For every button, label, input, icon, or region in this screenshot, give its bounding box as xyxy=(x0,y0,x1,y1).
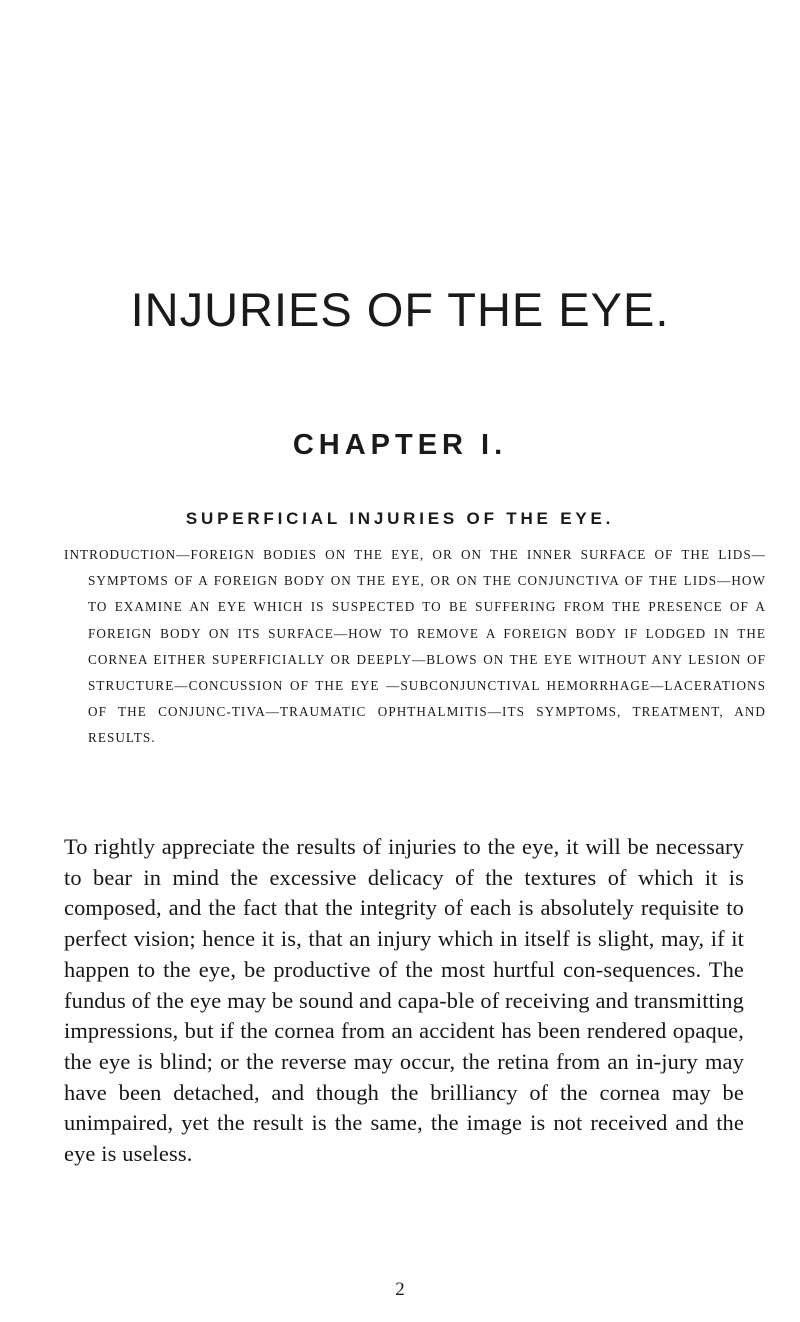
book-title: INJURIES OF THE EYE. xyxy=(130,283,670,336)
chapter-title: SUPERFICIAL INJURIES OF THE EYE. xyxy=(185,509,615,528)
body-paragraph: To rightly appreciate the results of injuries to the eye, it will be necessary to bear in mind the excessive delicacy of the textures of which it is composed, and the fact that the integrity of each is absolutely requisite to perfect vision; hence it is, that an injury which in itself is slight, may, if it happen to the eye, be productive of the most hurtful con-sequences. The fundus of the eye may be sound and capa-ble of receiving and transmitting impressions, but if the cornea from an accident has been rendered opaque, the eye is blind; or the reverse may occur, the retina from an in-jury may have been detached, and though the brilliancy of the cornea may be unimpaired, yet the result is the same, the image is not received and the eye is useless. xyxy=(64,834,744,1167)
chapter-heading: CHAPTER I. xyxy=(292,429,508,461)
chapter-synopsis: INTRODUCTION—FOREIGN BODIES ON THE EYE, OR ON THE INNER SURFACE OF THE LIDS—SYMPTOMS OF A FOREIGN BODY ON THE EYE, OR ON THE CONJUNCTIVA OF THE LIDS—HOW TO EXAMINE AN EYE WHICH IS SUSPECTED TO BE SUFFERING FROM THE PRESENCE OF A FOREIGN BODY ON ITS SURFACE—HOW TO REMOVE A FOREIGN BODY IF LODGED IN THE CORNEA EITHER SUPERFICIALLY OR DEEPLY—BLOWS ON THE EYE WITHOUT ANY LESION OF STRUCTURE—CONCUSSION OF THE EYE —SUBCONJUNCTIVAL HEMORRHAGE—LACERATIONS OF THE CONJUNC-TIVA—TRAUMATIC OPHTHALMITIS—ITS SYMPTOMS, TREATMENT, AND RESULTS. xyxy=(64,547,766,746)
page-number: 2 xyxy=(395,1279,405,1300)
